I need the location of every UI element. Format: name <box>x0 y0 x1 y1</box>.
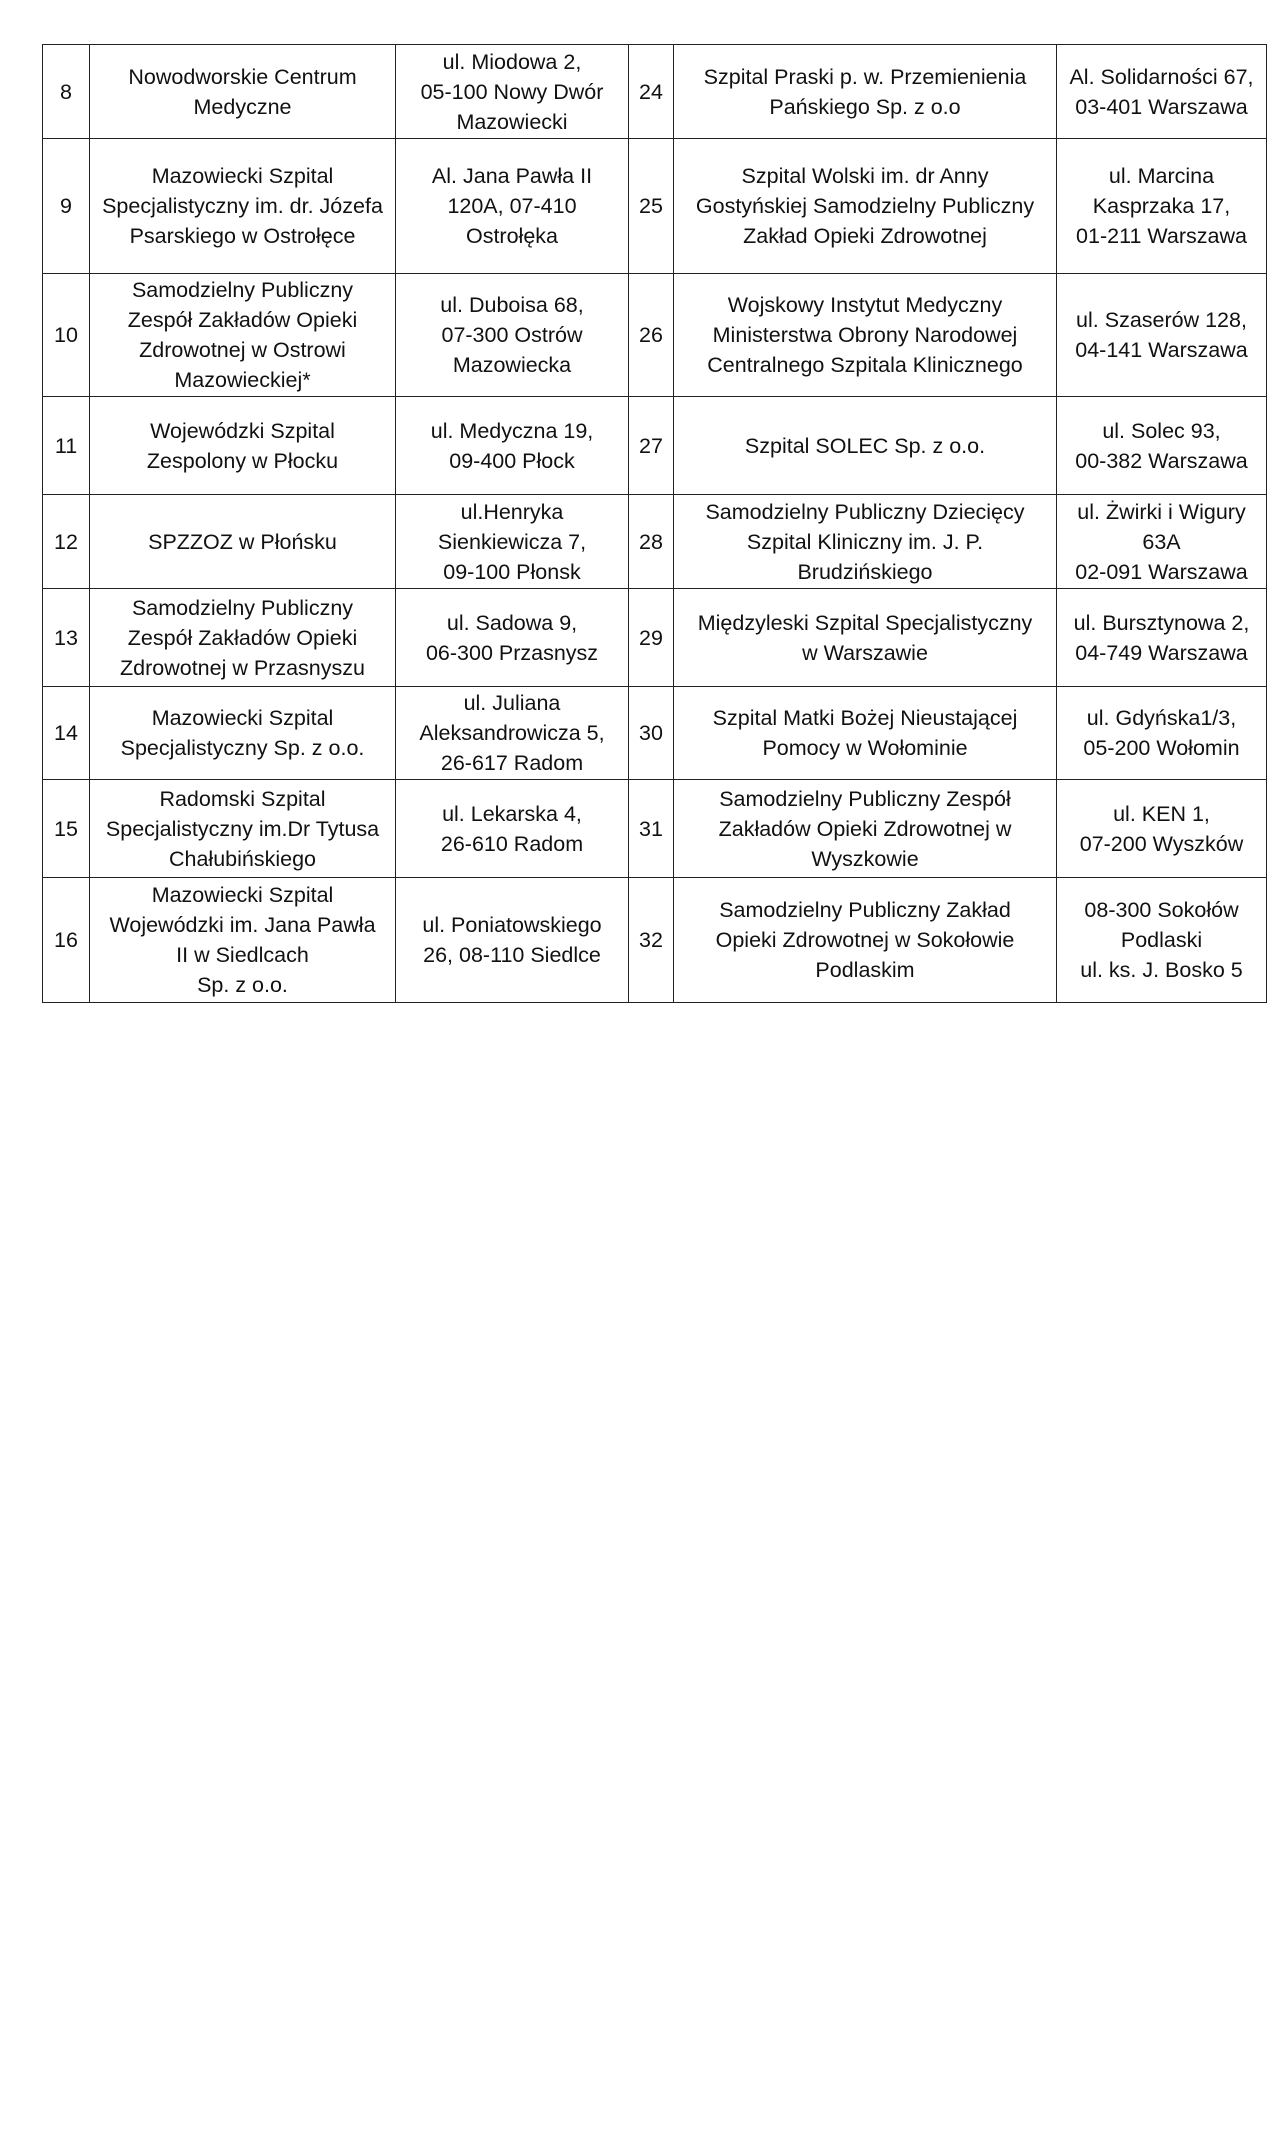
hospital-name: Samodzielny Publiczny Zespół Zakładów Opieki Zdrowotnej w Wyszkowie <box>674 780 1057 878</box>
hospital-address: ul. Sadowa 9, 06-300 Przasnysz <box>396 589 629 687</box>
hospital-address: ul. Lekarska 4, 26-610 Radom <box>396 780 629 878</box>
hospital-address: ul. KEN 1, 07-200 Wyszków <box>1057 780 1267 878</box>
hospital-address: ul. Poniatowskiego 26, 08-110 Siedlce <box>396 878 629 1003</box>
hospital-address: ul. Duboisa 68, 07-300 Ostrów Mazowiecka <box>396 274 629 397</box>
hospital-table <box>42 44 1267 1003</box>
hospital-name: Mazowiecki Szpital Specjalistyczny im. dr. Józefa Psarskiego w Ostrołęce <box>90 139 396 274</box>
hospital-address: ul.Henryka Sienkiewicza 7, 09-100 Płonsk <box>396 495 629 589</box>
row-number: 12 <box>43 495 90 589</box>
row-number: 26 <box>629 274 674 397</box>
table-row <box>43 495 1267 589</box>
row-number: 25 <box>629 139 674 274</box>
hospital-address: ul. Bursztynowa 2, 04-749 Warszawa <box>1057 589 1267 687</box>
table-row <box>43 878 1267 1003</box>
hospital-address: Al. Solidarności 67, 03-401 Warszawa <box>1057 45 1267 139</box>
table-row <box>43 139 1267 274</box>
row-number: 15 <box>43 780 90 878</box>
row-number: 10 <box>43 274 90 397</box>
hospital-name: Radomski Szpital Specjalistyczny im.Dr Tytusa Chałubińskiego <box>90 780 396 878</box>
hospital-address: ul. Marcina Kasprzaka 17, 01-211 Warszawa <box>1057 139 1267 274</box>
row-number: 30 <box>629 687 674 780</box>
row-number: 31 <box>629 780 674 878</box>
hospital-name: Szpital SOLEC Sp. z o.o. <box>674 397 1057 495</box>
hospital-name: Wojskowy Instytut Medyczny Ministerstwa Obrony Narodowej Centralnego Szpitala Klinicznego <box>674 274 1057 397</box>
row-number: 32 <box>629 878 674 1003</box>
table-row <box>43 45 1267 139</box>
hospital-address: ul. Juliana Aleksandrowicza 5, 26-617 Radom <box>396 687 629 780</box>
row-number: 9 <box>43 139 90 274</box>
hospital-name: Samodzielny Publiczny Zakład Opieki Zdrowotnej w Sokołowie Podlaskim <box>674 878 1057 1003</box>
row-number: 11 <box>43 397 90 495</box>
row-number: 27 <box>629 397 674 495</box>
hospital-name: Mazowiecki Szpital Wojewódzki im. Jana Pawła II w Siedlcach Sp. z o.o. <box>90 878 396 1003</box>
row-number: 14 <box>43 687 90 780</box>
hospital-name: Szpital Wolski im. dr Anny Gostyńskiej Samodzielny Publiczny Zakład Opieki Zdrowotnej <box>674 139 1057 274</box>
hospital-address: ul. Żwirki i Wigury 63A 02-091 Warszawa <box>1057 495 1267 589</box>
row-number: 16 <box>43 878 90 1003</box>
hospital-name: SPZZOZ w Płońsku <box>90 495 396 589</box>
table-row <box>43 687 1267 780</box>
table-row <box>43 780 1267 878</box>
hospital-name: Nowodworskie Centrum Medyczne <box>90 45 396 139</box>
hospital-name: Mazowiecki Szpital Specjalistyczny Sp. z o.o. <box>90 687 396 780</box>
hospital-address: Al. Jana Pawła II 120A, 07-410 Ostrołęka <box>396 139 629 274</box>
hospital-name: Międzyleski Szpital Specjalistyczny w Warszawie <box>674 589 1057 687</box>
row-number: 8 <box>43 45 90 139</box>
hospital-address: 08-300 Sokołów Podlaski ul. ks. J. Bosko 5 <box>1057 878 1267 1003</box>
hospital-address: ul. Gdyńska1/3, 05-200 Wołomin <box>1057 687 1267 780</box>
hospital-name: Samodzielny Publiczny Zespół Zakładów Opieki Zdrowotnej w Ostrowi Mazowieckiej* <box>90 274 396 397</box>
hospital-name: Wojewódzki Szpital Zespolony w Płocku <box>90 397 396 495</box>
hospital-address: ul. Miodowa 2, 05-100 Nowy Dwór Mazowiecki <box>396 45 629 139</box>
hospital-name: Samodzielny Publiczny Dziecięcy Szpital Kliniczny im. J. P. Brudzińskiego <box>674 495 1057 589</box>
hospital-address: ul. Solec 93, 00-382 Warszawa <box>1057 397 1267 495</box>
row-number: 28 <box>629 495 674 589</box>
row-number: 29 <box>629 589 674 687</box>
table-row <box>43 397 1267 495</box>
hospital-name: Szpital Matki Bożej Nieustającej Pomocy w Wołominie <box>674 687 1057 780</box>
hospital-name: Szpital Praski p. w. Przemienienia Pańskiego Sp. z o.o <box>674 45 1057 139</box>
table-row <box>43 274 1267 397</box>
hospital-address: ul. Szaserów 128, 04-141 Warszawa <box>1057 274 1267 397</box>
row-number: 24 <box>629 45 674 139</box>
row-number: 13 <box>43 589 90 687</box>
hospital-address: ul. Medyczna 19, 09-400 Płock <box>396 397 629 495</box>
hospital-name: Samodzielny Publiczny Zespół Zakładów Opieki Zdrowotnej w Przasnyszu <box>90 589 396 687</box>
table-row <box>43 589 1267 687</box>
